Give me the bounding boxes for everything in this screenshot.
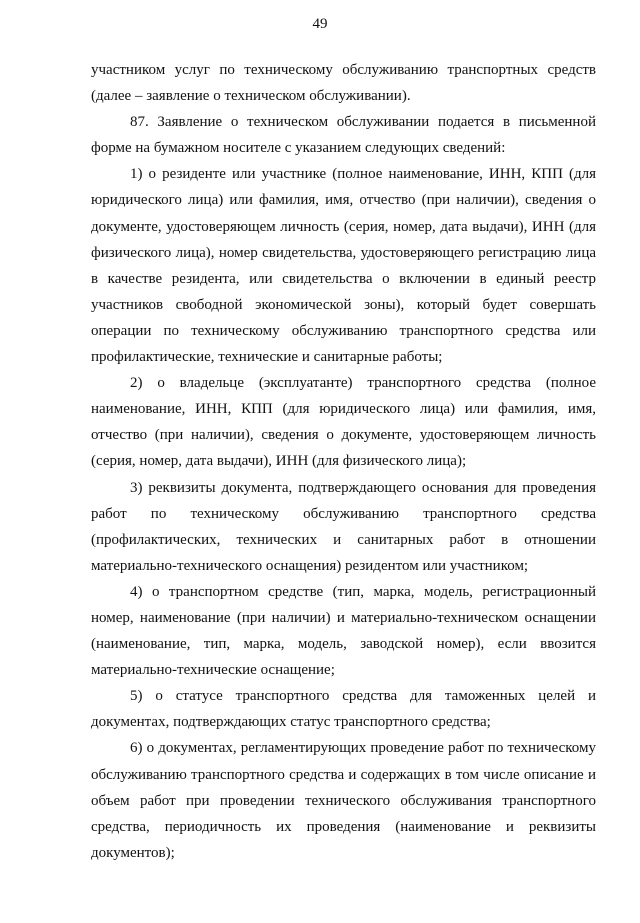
paragraph-subitem-1: 1) о резиденте или участнике (полное наименование, ИНН, КПП (для юридического лица) или фамилия, имя, отчество (при наличии), сведения о документе, удостоверяющем личность (серия, номер, дата выдачи), ИНН (для физического лица), номер свидетельства, удостоверяющего регистрацию лица в качестве резидента, или свидетельства о включении в единый реестр участников свободной экономической зоны), который будет совершать операции по техническому обслуживанию транспортного средства или профилактические, технические и санитарные работы;	[91, 166, 596, 366]
paragraph-item-87: 87. Заявление о техническом обслуживании подается в письменной форме на бумажном носителе с указанием следующих сведений:	[91, 114, 596, 157]
paragraph-subitem-5: 5) о статусе транспортного средства для таможенных целей и документах, подтверждающих статус транспортного средства;	[91, 688, 596, 731]
paragraph-subitem-2: 2) о владельце (эксплуатанте) транспортного средства (полное наименование, ИНН, КПП (для юридического лица) или фамилия, имя, отчество (при наличии), сведения о документе, удостоверяющем личность (серия, номер, дата выдачи), ИНН (для физического лица);	[91, 375, 596, 470]
document-body	[91, 57, 596, 866]
paragraph-subitem-6: 6) о документах, регламентирующих проведение работ по техническому обслуживанию транспортного средства и содержащих в том числе описание и объем работ при проведении технического обслуживания транспортного средства, периодичность их проведения (наименование и реквизиты документов);	[91, 740, 596, 861]
paragraph-subitem-4: 4) о транспортном средстве (тип, марка, модель, регистрационный номер, наименование (при наличии) и материально-техническом оснащении (наименование, тип, марка, модель, заводской номер), если ввозится материально-технические оснащение;	[91, 583, 596, 679]
paragraph-subitem-3: 3) реквизиты документа, подтверждающего основания для проведения работ по техническому обслуживанию транспортного средства (профилактических, технических и санитарных работ в отношении материально-технического оснащения) резидентом или участником;	[91, 479, 596, 574]
page-number: 49	[312, 16, 328, 32]
paragraph-continuation: участником услуг по техническому обслуживанию транспортных средств (далее – заявление о техническом обслуживании).	[91, 62, 596, 105]
